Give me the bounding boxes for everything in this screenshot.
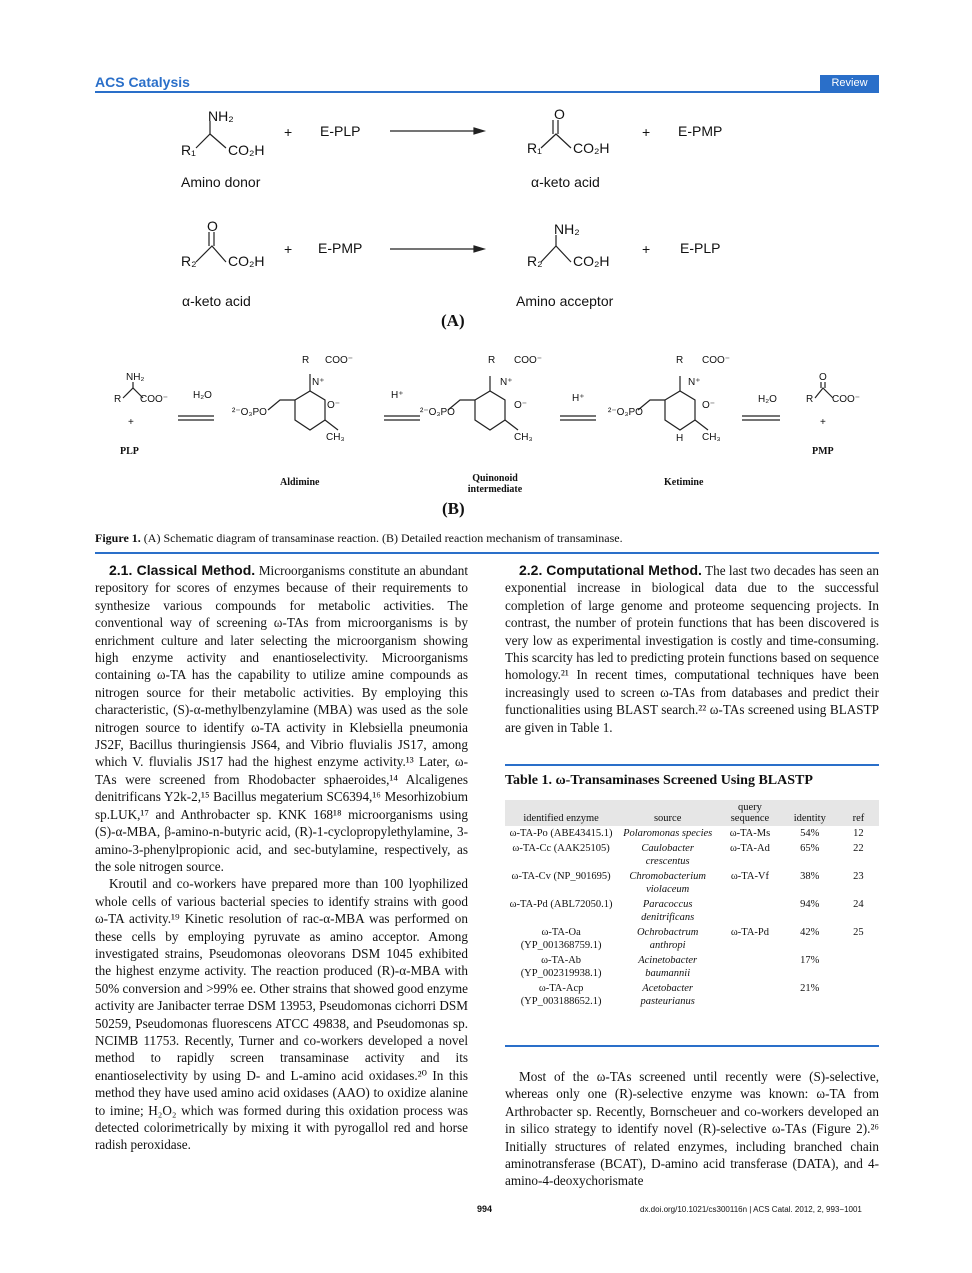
part-a-label: (A) <box>441 311 465 330</box>
identity-cell: 54% <box>800 828 820 839</box>
e-pmp-label: E-PMP <box>318 240 363 256</box>
source-cell: Caulobacter crescentus <box>641 843 694 867</box>
caption-text: (A) Schematic diagram of transaminase reaction. (B) Detailed reaction mechanism of transaminase. <box>143 531 623 545</box>
phosphate-label: ²⁻O₃PO <box>232 407 267 418</box>
source-cell: Chromobacterium violaceum <box>629 871 706 895</box>
keto-acid-label: α-keto acid <box>531 174 600 190</box>
plus-sign: + <box>820 417 826 428</box>
table-row <box>505 897 879 925</box>
proton-label: H⁺ <box>572 393 585 404</box>
plus-sign: + <box>128 417 134 428</box>
enzyme-cell: ω-TA-Pd (ABL72050.1) <box>509 899 613 910</box>
ref-cell: 22 <box>853 843 864 854</box>
table-row <box>505 841 879 869</box>
aldimine-label: Aldimine <box>280 477 320 488</box>
right-column-top <box>505 562 879 736</box>
co2h-label: CO₂H <box>228 253 265 269</box>
coo-label: COO⁻ <box>325 355 354 366</box>
right-column-bottom <box>505 1068 879 1190</box>
journal-name: ACS Catalysis <box>95 74 190 90</box>
ch3-label: CH₃ <box>326 432 345 443</box>
proton-label: H⁺ <box>391 390 404 401</box>
r2-label: R₂ <box>527 253 543 269</box>
r-label: R <box>676 355 684 366</box>
ref-cell: 23 <box>853 871 864 882</box>
table-row <box>505 981 879 1009</box>
figure-caption <box>95 531 885 546</box>
co2h-label: CO₂H <box>573 253 610 269</box>
phosphate-label: ²⁻O₃PO <box>420 407 455 418</box>
page-number: 994 <box>477 1204 493 1214</box>
o-neg-label: O⁻ <box>327 400 341 411</box>
nplus-label: N⁺ <box>500 377 513 388</box>
source-cell: Acinetobacter baumannii <box>638 955 698 979</box>
ref-cell: 25 <box>853 927 864 938</box>
r-label: R <box>302 355 310 366</box>
query-cell <box>718 897 782 925</box>
plus-sign: + <box>284 124 293 140</box>
identity-cell: 17% <box>800 955 820 966</box>
nplus-label: N⁺ <box>688 377 701 388</box>
paragraph: The last two decades has seen an exponential increase in biological data due to the successful completion of large genome and proteome sequencing projects. In contrast, the number of protein functions that has been discovered is very low as experimental investigation is costly and time-consuming. This scarcity has led to predicting protein functions based on sequence homology.²¹ In recent times, computational techniques have been increasingly used to screen ω-TAs from databases and predict their functionalities using BLAST search.²² ω-TAs screened using BLASTP are given in Table 1. <box>505 563 880 735</box>
query-cell: ω-TA-Ad <box>729 843 770 854</box>
source-cell: Ochrobactrum anthropi <box>636 927 699 951</box>
water-label: H₂O <box>193 390 212 401</box>
plus-sign: + <box>284 241 293 257</box>
r2-label: R₂ <box>181 253 197 269</box>
quinonoid-label: Quinonoid intermediate <box>467 473 523 495</box>
plp-label: PLP <box>120 446 139 457</box>
column-header: identified enzyme <box>505 800 617 826</box>
o-neg-label: O⁻ <box>702 400 716 411</box>
table-container <box>505 800 879 1009</box>
h-label: H <box>676 433 684 444</box>
o-neg-label: O⁻ <box>514 400 528 411</box>
enzyme-cell: ω-TA-Ab (YP_002319938.1) <box>520 955 602 979</box>
enzyme-cell: ω-TA-Cv (NP_901695) <box>511 871 611 882</box>
table-row <box>505 925 879 953</box>
pmp-label: PMP <box>812 446 834 457</box>
identity-cell: 21% <box>800 983 820 994</box>
o-label: O <box>554 106 565 122</box>
r-label: R <box>488 355 496 366</box>
e-pmp-label: E-PMP <box>678 123 723 139</box>
nh2-label: NH₂ <box>554 221 580 237</box>
ref-cell <box>838 953 879 981</box>
keto-acid-label: α-keto acid <box>182 293 251 309</box>
table-row <box>505 826 879 841</box>
e-plp-label: E-PLP <box>680 240 721 256</box>
ref-cell: 12 <box>853 828 864 839</box>
ch3-label: CH₃ <box>514 432 533 443</box>
enzyme-cell: ω-TA-Cc (AAK25105) <box>512 843 610 854</box>
plus-sign: + <box>642 241 651 257</box>
o-label: O <box>207 218 218 234</box>
nplus-label: N⁺ <box>312 377 325 388</box>
caption-rule <box>95 552 879 554</box>
doi-link[interactable]: dx.doi.org/10.1021/cs300116n | ACS Catal. 2012, 2, 993−1001 <box>640 1205 862 1214</box>
caption-label: Figure 1. <box>95 531 141 545</box>
column-header: ref <box>838 800 879 826</box>
identity-cell: 94% <box>800 899 820 910</box>
query-cell: ω-TA-Ms <box>729 828 771 839</box>
table-row <box>505 953 879 981</box>
paragraph: Kroutil and co-workers have prepared more than 100 lyophilized whole cells of various bacterial species to identify strains with good ω-TA activity.¹⁹ Kinetic resolution of rac-α-MBA was performed on these cells by employing pyruvate as amino acceptor. Among investigated strains, Pseudomonas oleovorans DSM 1045 exhibited the highest enzyme activity. The reaction produced (R)-α-MBA with 50% conversion and >99% ee. Other strains that showed good enzyme activity are Janibacter terrae DSM 13953, Pseudomonas cichorri DSM 50259, Pseudomonas fluorescens ATCC 49838, and Pseudomonas sp. NCIMB 11753. Recently, Turner and co-workers developed a novel method to rapidly screen transaminase activity and its enantioselectivity by using D- and L-amino acid oxidases.²⁰ In this method they have used amino acid oxidases (AAO) to oxidize alanine to imine; H₂O₂ which was formed during this oxidation process was detected colorimetrically by mixing it with pyrogallol red and horse radish peroxidase. <box>95 876 468 1153</box>
review-badge: Review <box>820 75 879 91</box>
coo-label: COO⁻ <box>702 355 731 366</box>
figure-part-b <box>0 0 972 530</box>
r-label: R <box>114 394 122 405</box>
query-cell: ω-TA-Vf <box>730 871 770 882</box>
paragraph: Most of the ω-TAs screened until recently were (S)-selective, whereas only one (R)-selective enzyme was known: ω-TA from Arthrobacter sp. Recently, Bornscheuer and co-workers developed an in silico strategy to identify novel (R)-selective ω-TAs (Figure 2).²⁶ Initially structures of related enzymes, including branched chain aminotransferase (BCAT), D-amino acid transferase (DATA), and 4-amino-4-deoxychorismate <box>505 1069 879 1189</box>
identity-cell: 65% <box>800 843 820 854</box>
enzyme-cell: ω-TA-Acp (YP_003188652.1) <box>520 983 602 1007</box>
e-plp-label: E-PLP <box>320 123 361 139</box>
section-heading: 2.1. Classical Method. <box>109 562 256 578</box>
ref-cell: 24 <box>853 899 864 910</box>
part-b-label: (B) <box>442 499 465 518</box>
plus-sign: + <box>642 124 651 140</box>
paragraph: Microorganisms constitute an abundant repository for scores of enzymes because of their requirements to synthesize various compounds for metabolic activities. The conventional way of screening ω-TAs from microorganisms is by enrichment culture and later selecting the microorganism showing high enzyme activity and enantioselectivity. Microorganisms containing ω-TA has the capability to utilize amine compounds as nitrogen source for their metabolic activities. By employing this characteristic, (S)-α-methylbenzylamine (MBA) was used as the sole nitrogen source to identify ω-TA activity in Klebsiella pneumonia JS2F, Bacillus thuringiensis JS64, and Vibrio fluvialis JS17, among which V. fluvialis JS17 had the highest enzyme activity.¹³ Later, ω-TAs were screened from Rhodobacter sphaeroides,¹⁴ Alcaligenes denitrificans Y2k-2,¹⁵ Bacillus megaterium SC6394,¹⁶ Mesorhizobium sp.LUK,¹⁷ and Anthrobacter sp. KNK 168¹⁸ microorganisms using (S)-α-MBA, β-amino-n-butyric acid, (R)-1-cyclopropylethylamine, 3-amino-3-phenylpropionic acid, and sec-butylamine, respectively, as the sole nitrogen source. <box>95 563 469 874</box>
source-cell: Paracoccus denitrificans <box>641 899 695 923</box>
nh2-label: NH₂ <box>208 108 234 124</box>
ref-cell <box>838 981 879 1009</box>
table-row <box>505 869 879 897</box>
query-cell <box>718 981 782 1009</box>
coo-label: COO⁻ <box>514 355 543 366</box>
table-top-rule <box>505 764 879 766</box>
source-cell: Polaromonas species <box>623 828 713 839</box>
column-header: source <box>617 800 718 826</box>
left-column <box>95 562 468 1154</box>
r-label: R <box>806 394 814 405</box>
coo-label: COO⁻ <box>832 394 861 405</box>
co2h-label: CO₂H <box>573 140 610 156</box>
query-cell <box>718 953 782 981</box>
identity-cell: 42% <box>800 927 820 938</box>
ch3-label: CH₃ <box>702 432 721 443</box>
column-header: query sequence <box>718 800 782 826</box>
amino-donor-label: Amino donor <box>181 174 261 190</box>
enzyme-cell: ω-TA-Oa (YP_001368759.1) <box>520 927 602 951</box>
table-bottom-rule <box>505 1045 879 1047</box>
enzyme-table <box>505 800 879 1009</box>
section-heading: 2.2. Computational Method. <box>519 562 702 578</box>
r1-label: R₁ <box>527 140 542 156</box>
nh2-label: NH₂ <box>126 372 145 383</box>
source-cell: Acetobacter pasteurianus <box>640 983 695 1007</box>
column-header: identity <box>782 800 838 826</box>
co2h-label: CO₂H <box>228 142 265 158</box>
phosphate-label: ²⁻O₃PO <box>608 407 643 418</box>
amino-acceptor-label: Amino acceptor <box>516 293 614 309</box>
water-label: H₂O <box>758 394 777 405</box>
query-cell: ω-TA-Pd <box>730 927 770 938</box>
ketimine-label: Ketimine <box>664 477 704 488</box>
r1-label: R₁ <box>181 142 196 158</box>
enzyme-cell: ω-TA-Po (ABE43415.1) <box>509 828 613 839</box>
o-label: O <box>819 372 827 383</box>
table-title: Table 1. ω-Transaminases Screened Using BLASTP <box>505 773 813 788</box>
coo-label: COO⁻ <box>140 394 169 405</box>
identity-cell: 38% <box>800 871 820 882</box>
